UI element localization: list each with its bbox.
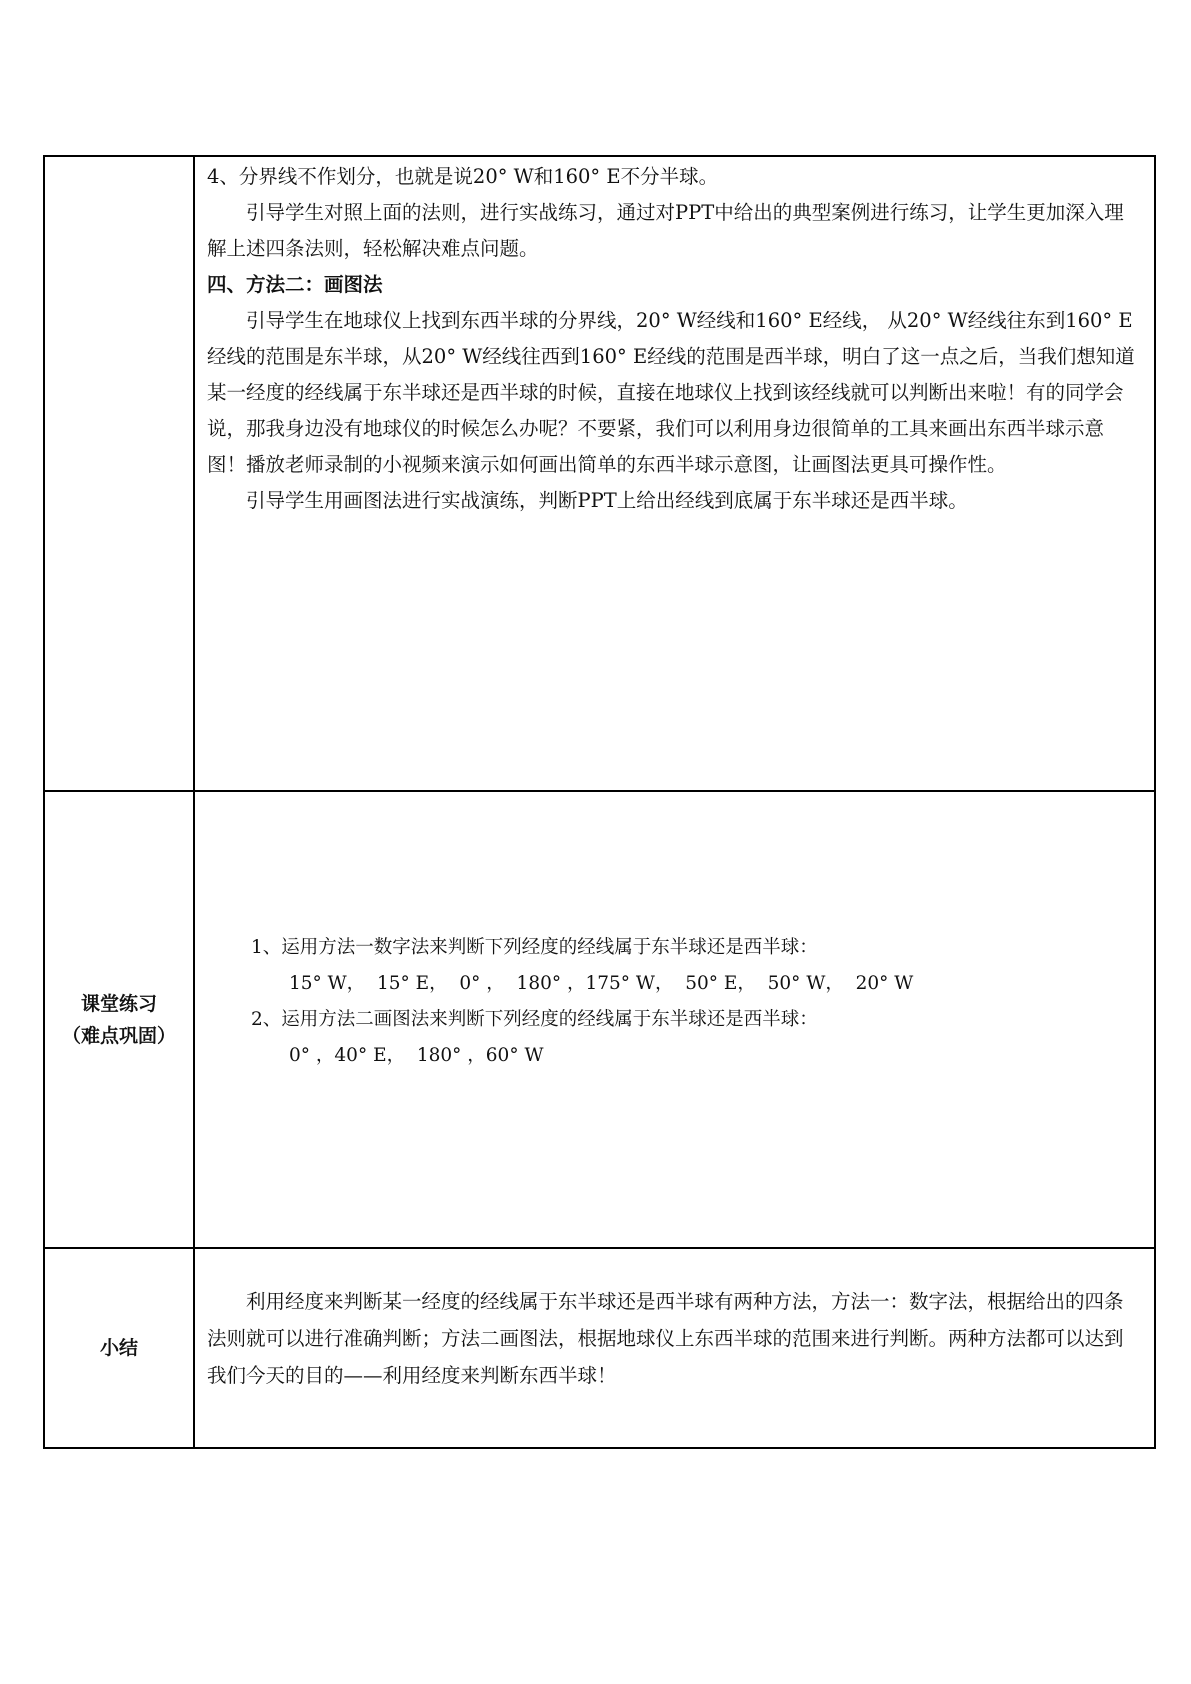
summary-text: 利用经度来判断某一经度的经线属于东半球还是西半球有两种方法，方法一：数字法，根据给出的四条法则就可以进行准确判断；方法二画图法，根据地球仪上东西半球的范围来进行判断。两种方法都可以达到我们今天的目的——利用经度来判断东西半球！ [207, 1290, 1124, 1387]
label-classroom-exercise: 课堂练习 [80, 992, 157, 1015]
exercise-values-1: 15° W， 15° E， 0° ， 180° ，175° W， 50° E， 50° W， 20° W [289, 973, 914, 994]
exercise-question-2: 2、运用方法二画图法来判断下列经度的经线属于东半球还是西半球： [251, 1009, 818, 1030]
row-content-classroom-exercise [194, 791, 1155, 1248]
drawing-method-text: 引导学生在地球仪上找到东西半球的分界线，20° W经线和160° E经线， 从20° W经线往东到160° E经线的范围是东半球，从20° W经线往西到160° E经线的范围是西半球，明白了这一点之后，当我们想知道某一经度的经线属于东半球还是西半球的时候，直接在地球仪上找到该经线就可以判断出来啦！有的同学会说，那我身边没有地球仪的时候怎么办呢？不要紧，我们可以利用身边很简单的工具来画出东西半球示意图！播放老师录制的小视频来演示如何画出简单的东西半球示意图，让画图法更具可操作性。 [207, 309, 1135, 476]
row-label-classroom-exercise [44, 791, 194, 1248]
lesson-plan-table [43, 155, 1156, 1449]
section-heading-method-two: 四、方法二：画图法 [207, 273, 383, 296]
table-row-classroom-exercise [44, 791, 1155, 1248]
row-label-summary: 小结 [44, 1248, 194, 1448]
practice-guidance-text: 引导学生对照上面的法则，进行实战练习，通过对PPT中给出的典型案例进行练习，让学生更加深入理解上述四条法则，轻松解决难点问题。 [207, 201, 1124, 260]
table-row-method-two [44, 156, 1155, 791]
row-content-summary [194, 1248, 1155, 1448]
row-content-method-two [194, 156, 1155, 791]
row-label-empty [44, 156, 194, 791]
drawing-practice-text: 引导学生用画图法进行实战演练，判断PPT上给出经线到底属于东半球还是西半球。 [246, 489, 968, 512]
label-difficulty-consolidation: （难点巩固） [61, 1024, 176, 1047]
table-row-summary [44, 1248, 1155, 1448]
exercise-values-2: 0° ，40° E， 180° ，60° W [289, 1045, 544, 1066]
exercise-question-1: 1、运用方法一数字法来判断下列经度的经线属于东半球还是西半球： [251, 937, 818, 958]
rule-four-text: 4、分界线不作划分，也就是说20° W和160° E不分半球。 [207, 165, 719, 188]
